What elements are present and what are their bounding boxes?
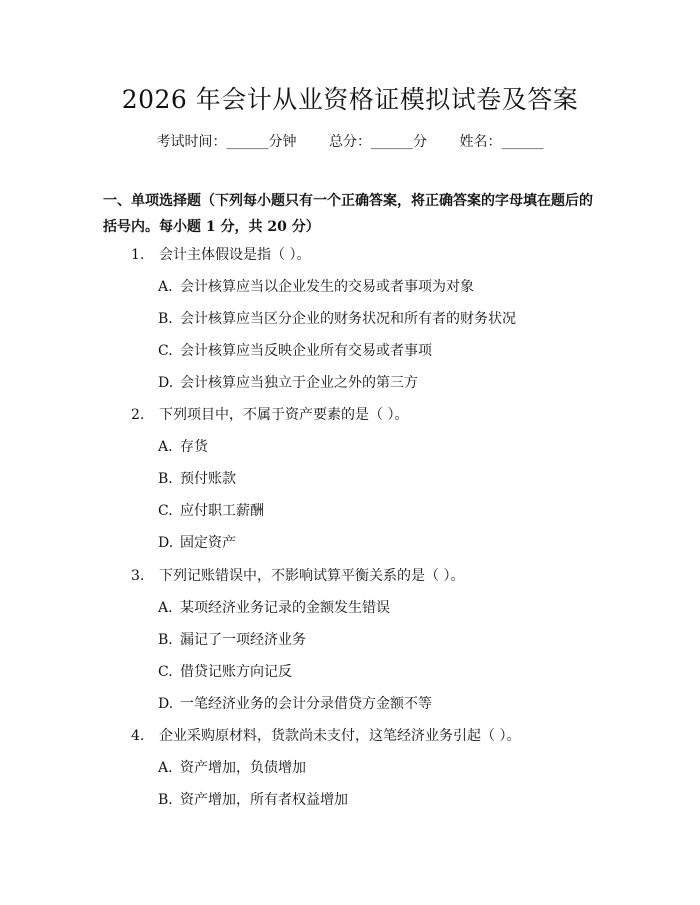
- option-text: 一笔经济业务的会计分录借贷方金额不等: [180, 696, 432, 712]
- option-letter: A.: [158, 439, 173, 455]
- answer-option: [158, 436, 208, 456]
- option-text: 漏记了一项经济业务: [180, 632, 306, 648]
- option-text: 会计核算应当以企业发生的交易或者事项为对象: [180, 279, 474, 295]
- exam-time-field: 考试时间：______分钟: [156, 134, 297, 150]
- option-text: 资产增加，负债增加: [180, 760, 306, 776]
- answer-option: [158, 757, 306, 777]
- option-text: 会计核算应当反映企业所有交易或者事项: [180, 343, 432, 359]
- question-text: 会计主体假设是指（ ）。: [159, 247, 311, 263]
- option-text: 资产增加，所有者权益增加: [180, 792, 348, 808]
- page-title: 2026 年会计从业资格证模拟试卷及答案: [121, 85, 579, 114]
- answer-option: [158, 340, 432, 360]
- option-text: 借贷记账方向记反: [180, 664, 292, 680]
- option-letter: B.: [158, 632, 173, 648]
- question: [131, 565, 464, 585]
- question: [131, 244, 310, 264]
- question-text: 下列记账错误中，不影响试算平衡关系的是（ ）。: [159, 568, 465, 584]
- answer-option: [158, 693, 432, 713]
- option-text: 固定资产: [180, 535, 236, 551]
- question-number: 4.: [131, 728, 145, 744]
- question-text: 企业采购原材料，货款尚未支付，这笔经济业务引起（ ）。: [159, 728, 521, 744]
- option-letter: D.: [158, 696, 174, 712]
- option-letter: D.: [158, 375, 174, 391]
- option-text: 会计核算应当区分企业的财务状况和所有者的财务状况: [180, 311, 516, 327]
- option-text: 会计核算应当独立于企业之外的第三方: [180, 375, 418, 391]
- option-letter: C.: [158, 343, 173, 359]
- option-text: 预付账款: [180, 471, 236, 487]
- question-text: 下列项目中，不属于资产要素的是（ ）。: [159, 407, 409, 423]
- name-field: 姓名：______: [459, 134, 544, 150]
- option-letter: D.: [158, 535, 174, 551]
- option-letter: B.: [158, 311, 173, 327]
- section-heading: 一、单项选择题（下列每小题只有一个正确答案，将正确答案的字母填在题后的括号内。每小题 1 分，共 20 分）: [103, 193, 593, 235]
- exam-meta: [0, 131, 700, 151]
- answer-option: [158, 597, 390, 617]
- answer-option: [158, 629, 306, 649]
- option-text: 应付职工薪酬: [180, 503, 264, 519]
- answer-option: [158, 372, 418, 392]
- option-letter: C.: [158, 503, 173, 519]
- option-letter: B.: [158, 471, 173, 487]
- question-number: 2.: [131, 407, 145, 423]
- option-text: 存货: [180, 439, 208, 455]
- answer-option: [158, 500, 264, 520]
- question: [131, 725, 520, 745]
- option-letter: B.: [158, 792, 173, 808]
- answer-option: [158, 308, 516, 328]
- total-score-field: 总分：______分: [329, 134, 427, 150]
- option-letter: A.: [158, 600, 173, 616]
- question-number: 3.: [131, 568, 145, 584]
- answer-option: [158, 661, 292, 681]
- question: [131, 404, 408, 424]
- option-letter: A.: [158, 279, 173, 295]
- answer-option: [158, 276, 474, 296]
- option-letter: C.: [158, 664, 173, 680]
- answer-option: [158, 468, 236, 488]
- option-text: 某项经济业务记录的金额发生错误: [180, 600, 390, 616]
- answer-option: [158, 532, 236, 552]
- option-letter: A.: [158, 760, 173, 776]
- answer-option: [158, 789, 348, 809]
- question-number: 1.: [131, 247, 145, 263]
